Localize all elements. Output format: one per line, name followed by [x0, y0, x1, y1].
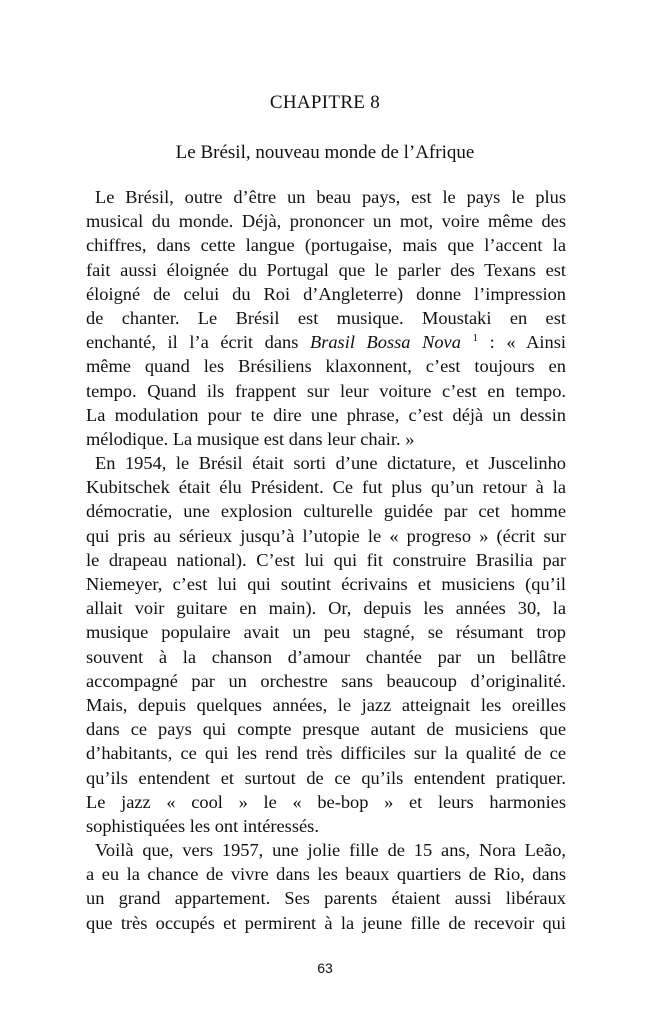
text-line: qu’ils entendent et surtout de ce qu’ils entendent pratiquer.	[86, 767, 566, 788]
body-text	[86, 185, 566, 935]
text-line: démocratie, une explosion culturelle guidée par cet homme	[86, 501, 566, 522]
text-line: tempo. Quand ils frappent sur leur voiture c’est en tempo.	[86, 380, 566, 401]
chapter-title: Le Brésil, nouveau monde de l’Afrique	[175, 142, 475, 163]
text-line: que très occupés et permirent à la jeune fille de recevoir qui	[86, 912, 566, 933]
text-line: sophistiquées les ont intéressés.	[86, 815, 319, 836]
text-segment	[461, 332, 473, 352]
text-line: chiffres, dans cette langue (portugaise, mais que l’accent la	[86, 235, 566, 256]
text-line: le drapeau national). C’est lui qui fit construire Brasilia par	[86, 549, 566, 570]
text-line: Le jazz « cool » le « be-bop » et leurs harmonies	[86, 791, 566, 812]
text-line: a eu la chance de vivre dans les beaux quartiers de Rio, dans	[86, 864, 566, 885]
text-line: souvent à la chanson d’amour chantée par un bellâtre	[86, 646, 566, 667]
page-number: 63	[317, 960, 333, 976]
text-line: En 1954, le Brésil était sorti d’une dictature, et Juscelinho	[95, 453, 566, 474]
text-line: allait voir guitare en main). Or, depuis les années 30, la	[86, 598, 566, 619]
text-line: La modulation pour te dire une phrase, c’est déjà un dessin	[86, 404, 566, 425]
text-line: Voilà que, vers 1957, une jolie fille de 15 ans, Nora Leão,	[95, 840, 566, 861]
text-line: accompagné par un orchestre sans beaucoup d’originalité.	[86, 670, 566, 691]
footnote-ref: 1	[472, 332, 479, 344]
text-line: éloigné de celui du Roi d’Angleterre) donne l’impression	[86, 283, 566, 304]
text-segment: enchanté, il l’a écrit dans	[86, 332, 310, 353]
text-line: musical du monde. Déjà, prononcer un mot, voire même des	[86, 211, 566, 232]
text-line	[86, 330, 566, 354]
text-line: mélodique. La musique est dans leur chair. »	[86, 428, 415, 449]
text-line: de chanter. Le Brésil est musique. Moustaki en est	[86, 307, 566, 328]
text-line: un grand appartement. Ses parents étaient aussi libéraux	[86, 888, 566, 909]
italic-title: Brasil Bossa Nova	[309, 332, 461, 353]
text-line: Mais, depuis quelques années, le jazz atteignait les oreilles	[86, 694, 566, 715]
text-line: Kubitschek était élu Président. Ce fut plus qu’un retour à la	[86, 477, 566, 498]
text-segment: : « Ainsi	[478, 332, 566, 353]
text-line: qui pris au sérieux jusqu’à l’utopie le « progreso » (écrit sur	[86, 525, 566, 546]
text-line: Niemeyer, c’est lui qui soutint écrivains et musiciens (qu’il	[86, 574, 566, 594]
text-line: dans ce pays qui compte presque autant de musiciens que	[86, 719, 566, 740]
text-line: même quand les Brésiliens klaxonnent, c’est toujours en	[86, 356, 566, 377]
text-line: Le Brésil, outre d’être un beau pays, est le pays le plus	[95, 187, 566, 207]
text-line: d’habitants, ce qui les rend très difficiles sur la qualité de ce	[86, 743, 566, 764]
text-line: fait aussi éloignée du Portugal que le parler des Texans est	[86, 259, 566, 280]
text-line: musique populaire avait un peu stagné, se résumant trop	[86, 622, 566, 643]
chapter-heading: CHAPITRE 8	[269, 92, 381, 113]
